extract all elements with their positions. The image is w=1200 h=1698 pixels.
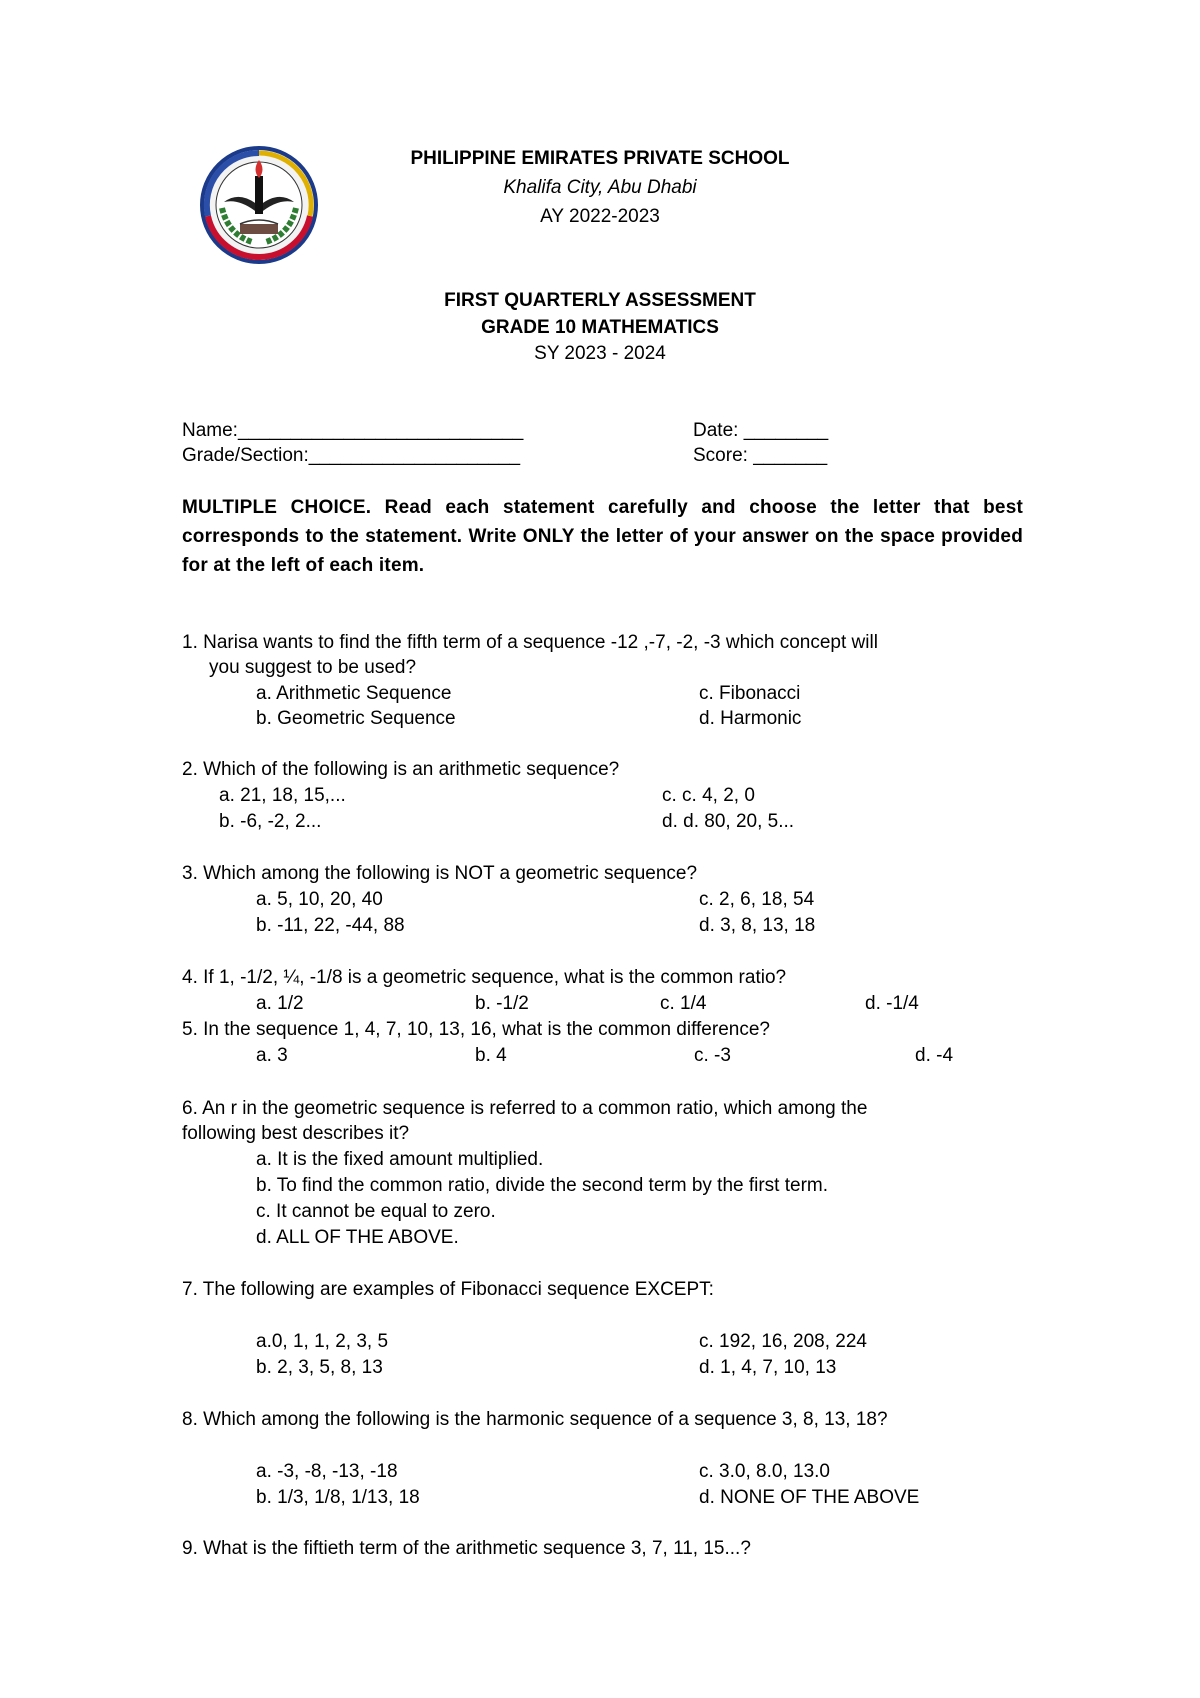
choice-a: a. Arithmetic Sequence [256,683,452,704]
choice-b: b. -6, -2, 2... [219,811,322,832]
question-1 [182,630,1023,655]
choice-c: c. 3.0, 8.0, 13.0 [699,1461,830,1482]
choice-c: c. Fibonacci [699,683,801,704]
choice-a: a. It is the fixed amount multiplied. [256,1149,544,1170]
choice-a: a.0, 1, 1, 2, 3, 5 [256,1331,389,1352]
choice-d: d. -4 [915,1045,954,1066]
choice-d: d. 1, 4, 7, 10, 13 [699,1357,837,1378]
question-6 [182,1096,1023,1121]
choice-b: b. To find the common ratio, divide the second term by the first term. [256,1175,829,1196]
choice-a: a. -3, -8, -13, -18 [256,1461,398,1482]
exam-subject: GRADE 10 MATHEMATICS [481,317,719,338]
academic-year: AY 2022-2023 [540,206,660,227]
choice-c: c. It cannot be equal to zero. [256,1201,496,1222]
question-3: 3. Which among the following is NOT a geometric sequence? [182,863,698,884]
question-4: 4. If 1, -1/2, ¼, -1/8 is a geometric sequence, what is the common ratio? [182,967,787,988]
grade-section-field: Grade/Section:____________________ [182,445,521,466]
name-field: Name:___________________________ [182,420,524,441]
choice-a: a. 3 [256,1045,288,1066]
question-8: 8. Which among the following is the harmonic sequence of a sequence 3, 8, 13, 18? [182,1409,888,1430]
choice-c: c. -3 [694,1045,731,1066]
question-text-cont: you suggest to be used? [209,657,417,678]
question-text-cont: following best describes it? [182,1123,410,1144]
choice-d: d. NONE OF THE ABOVE [699,1487,920,1508]
choice-a: a. 5, 10, 20, 40 [256,889,383,910]
question-text: 6. An r in the geometric sequence is referred to a common ratio, which among the [182,1098,868,1119]
school-location: Khalifa City, Abu Dhabi [503,177,697,198]
choice-b: b. -1/2 [475,993,529,1014]
choice-c: c. 2, 6, 18, 54 [699,889,815,910]
question-text: 1. Narisa wants to find the fifth term of a sequence -12 ,-7, -2, -3 which concept will [182,632,878,653]
exam-title: FIRST QUARTERLY ASSESSMENT [444,290,756,311]
score-field: Score: _______ [693,445,828,466]
school-name: PHILIPPINE EMIRATES PRIVATE SCHOOL [410,148,790,169]
question-5: 5. In the sequence 1, 4, 7, 10, 13, 16, what is the common difference? [182,1019,770,1040]
choice-d: d. ALL OF THE ABOVE. [256,1227,459,1248]
instructions: MULTIPLE CHOICE. Read each statement carefully and choose the letter that best corresponds to the statement. Write ONLY the letter of your answer on the space provided for at the left of each item. [182,497,1023,576]
date-field: Date: ________ [693,420,829,441]
choice-c: c. 192, 16, 208, 224 [699,1331,867,1352]
choice-d: d. -1/4 [865,993,919,1014]
choice-b: b. 1/3, 1/8, 1/13, 18 [256,1487,420,1508]
choice-d: d. d. 80, 20, 5... [662,811,795,832]
choice-c: c. c. 4, 2, 0 [662,785,755,806]
choice-c: c. 1/4 [660,993,707,1014]
choice-a: a. 21, 18, 15,... [219,785,346,806]
question-7: 7. The following are examples of Fibonacci sequence EXCEPT: [182,1279,714,1300]
choice-b: b. Geometric Sequence [256,708,456,729]
choice-d: d. Harmonic [699,708,802,729]
choice-b: b. 4 [475,1045,507,1066]
choice-b: b. -11, 22, -44, 88 [256,915,405,936]
school-year: SY 2023 - 2024 [534,343,666,364]
question-9: 9. What is the fiftieth term of the arithmetic sequence 3, 7, 11, 15...? [182,1538,751,1559]
choice-d: d. 3, 8, 13, 18 [699,915,816,936]
question-2: 2. Which of the following is an arithmetic sequence? [182,759,620,780]
choice-a: a. 1/2 [256,993,304,1014]
choice-b: b. 2, 3, 5, 8, 13 [256,1357,383,1378]
